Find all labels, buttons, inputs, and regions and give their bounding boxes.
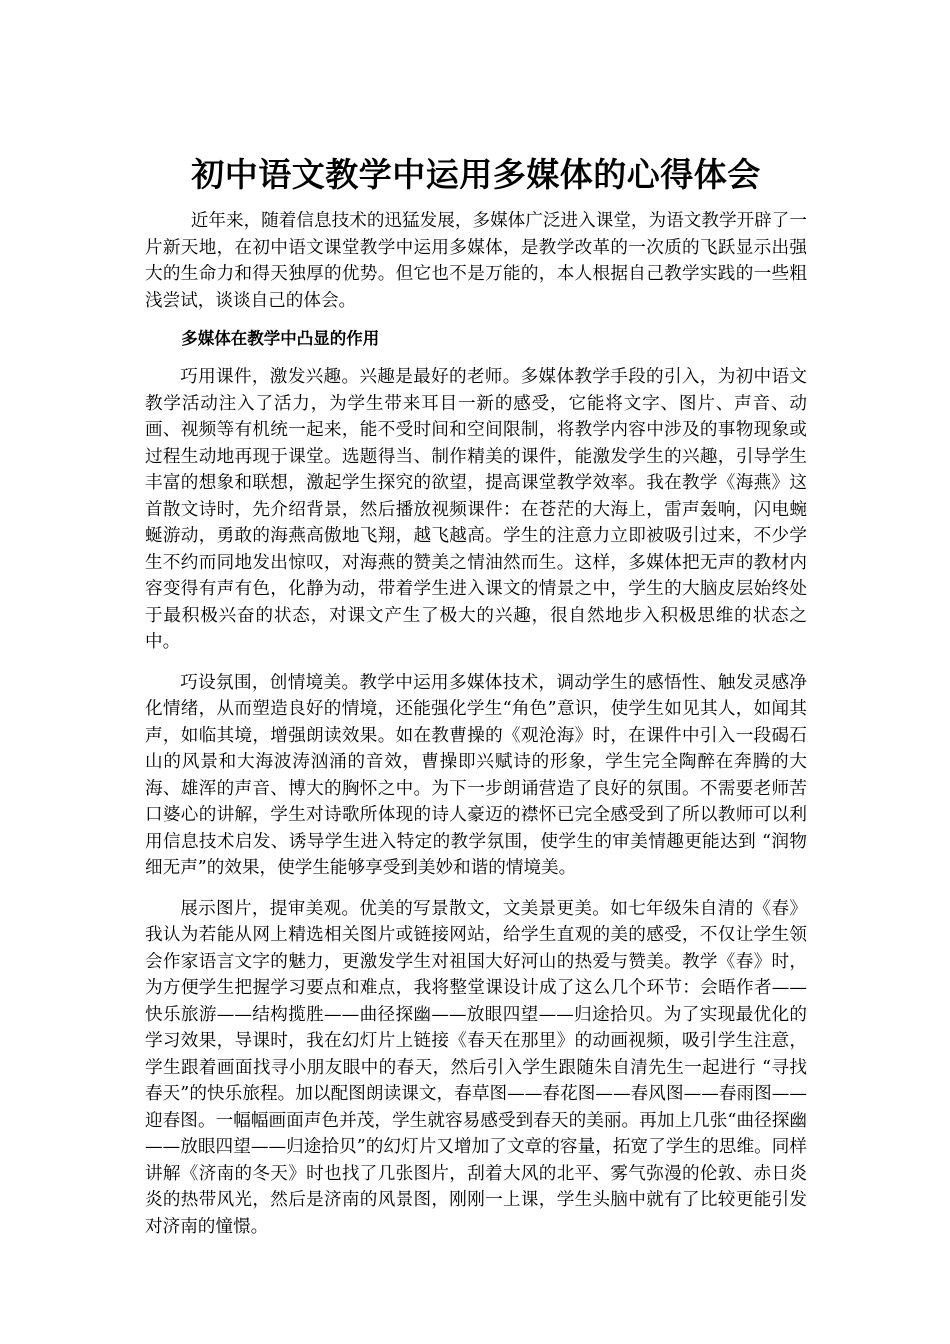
document-page (145, 148, 807, 1254)
intro-paragraph: 近年来，随着信息技术的迅猛发展，多媒体广泛进入课堂，为语文教学开辟了一片新天地，在初中语文课堂教学中运用多媒体，是教学改革的一次质的飞跃显示出强大的生命力和得天独厚的优势。但它也不是万能的，本人根据自己教学实践的一些粗浅尝试，谈谈自己的体会。 (145, 211, 807, 311)
document-title: 初中语文教学中运用多媒体的心得体会 (191, 155, 761, 194)
body-paragraph-atmosphere: 巧设氛围，创情境美。教学中运用多媒体技术，调动学生的感悟性、触发灵感净化情绪，从而塑造良好的情境，还能强化学生“角色”意识，使学生如见其人，如闻其声，如临其境，增强朗读效果。如在教曹操的《观沧海》时，在课件中引入一段碣石山的风景和大海波涛汹涌的音效，曹操即兴赋诗的形象，学生完全陶醉在奔腾的大海、雄浑的声音、博大的胸怀之中。为下一步朗诵营造了良好的氛围。不需要老师苦口婆心的讲解，学生对诗歌所体现的诗人豪迈的襟怀已完全感受到了所以教师可以利用信息技术启发、诱导学生进入特定的教学氛围，使学生的审美情趣更能达到 “润物细无声”的效果，使学生能够享受到美妙和谐的情境美。 (145, 672, 807, 878)
body-paragraph-courseware: 巧用课件，激发兴趣。兴趣是最好的老师。多媒体教学手段的引入，为初中语文教学活动注入了活力，为学生带来耳目一新的感受，它能将文字、图片、声音、动画、视频等有机统一起来，能不受时间和空间限制，将教学内容中涉及的事物现象或过程生动地再现于课堂。选题得当、制作精美的课件，能激发学生的兴趣，引导学生丰富的想象和联想，激起学生探究的欲望，提高课堂教学效率。我在教学《海燕》这首散文诗时，先介绍背景，然后播放视频课件：在苍茫的大海上，雷声轰响，闪电蜿蜒游动，勇敢的海燕高傲地飞翔，越飞越高。学生的注意力立即被吸引过来，不少学生不约而同地发出惊叹，对海燕的赞美之情油然而生。这样，多媒体把无声的教材内容变得有声有色，化静为动，带着学生进入课文的情景之中，学生的大脑皮层始终处于最积极兴奋的状态，对课文产生了极大的兴趣，很自然地步入积极思维的状态之中。 (145, 367, 807, 652)
section-heading: 多媒体在教学中凸显的作用 (181, 329, 380, 348)
body-paragraph-pictures: 展示图片，提审美观。优美的写景散文，文美景更美。如七年级朱自清的《春》我认为若能从网上精选相关图片或链接网站，给学生直观的美的感受，不仅让学生领会作家语言文字的魅力，更激发学生对祖国大好河山的热爱与赞美。教学《春》时，为方便学生把握学习要点和难点，我将整堂课设计成了这么几个环节：会晤作者——快乐旅游——结构揽胜——曲径探幽——放眼四望——归途拾贝。为了实现最优化的学习效果，导课时，我在幻灯片上链接《春天在那里》的动画视频，吸引学生注意，学生跟着画面找寻小朋友眼中的春天，然后引入学生跟随朱自清先生一起进行 “寻找春天”的快乐旅程。加以配图朗读课文，春草图——春花图——春风图——春雨图——迎春图。一幅幅画面声色并茂，学生就容易感受到春天的美丽。再加上几张“曲径探幽——放眼四望——归途拾贝”的幻灯片又增加了文章的容量，拓宽了学生的思维。同样讲解《济南的冬天》时也找了几张图片，刮着大风的北平、雾气弥漫的伦敦、赤日炎炎的热带风光，然后是济南的风景图，刚刚一上课，学生头脑中就有了比较更能引发对济南的憧憬。 (145, 898, 807, 1237)
